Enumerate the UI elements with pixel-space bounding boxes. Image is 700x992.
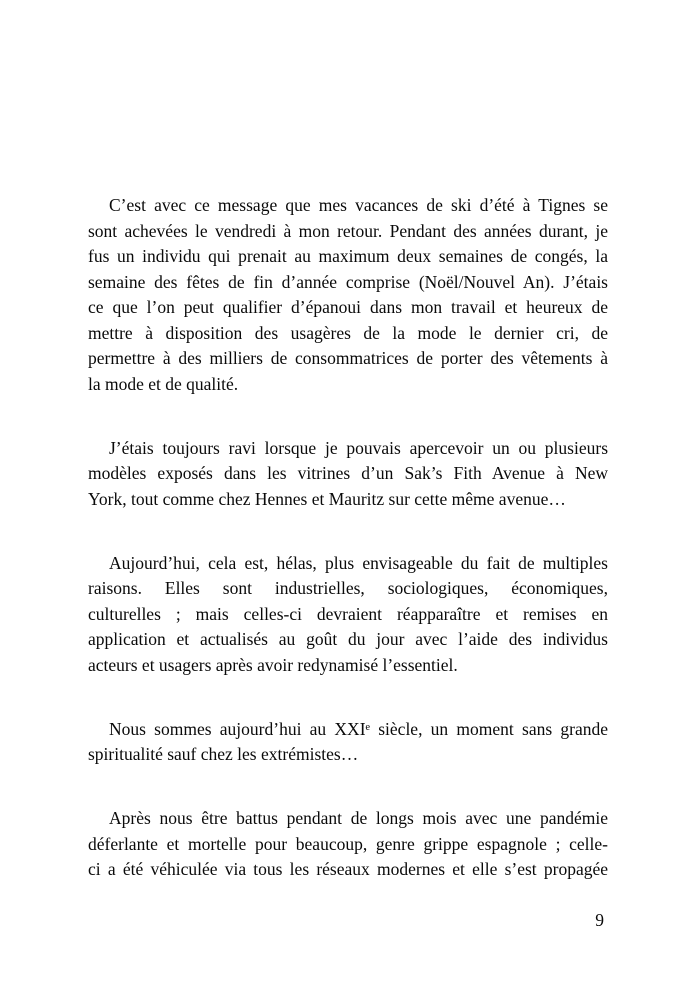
text-line: semaine des fêtes de fin d’année comprise (Noël/Nouvel An). J’étais bbox=[88, 271, 608, 292]
text-line: mettre à disposition des usagères de la mode le dernier cri, de bbox=[88, 322, 608, 343]
text-line: York, tout comme chez Hennes et Mauritz sur cette même avenue… bbox=[88, 488, 566, 509]
text-line: spiritualité sauf chez les extrémistes… bbox=[88, 744, 359, 764]
text-line: Après nous être battus pendant de longs mois avec une pandémie bbox=[109, 808, 608, 828]
text-line: J’étais toujours ravi lorsque je pouvais apercevoir un ou plusieurs bbox=[109, 437, 608, 458]
text-line: déferlante et mortelle pour beaucoup, genre grippe espagnole ; celle- bbox=[88, 833, 608, 854]
text-line: culturelles ; mais celles-ci devraient réapparaître et remises en bbox=[88, 603, 608, 624]
paragraph-5 bbox=[88, 806, 608, 883]
text-line: C’est avec ce message que mes vacances de ski d’été à Tignes se bbox=[109, 195, 608, 215]
page-number-value: 9 bbox=[595, 910, 604, 930]
page-number bbox=[88, 908, 604, 934]
text-line: Aujourd’hui, cela est, hélas, plus envisageable du fait de multiples bbox=[109, 552, 608, 573]
text-line: fus un individu qui prenait au maximum deux semaines de congés, la bbox=[88, 246, 608, 266]
text-line: Nous sommes aujourd’hui au XXIᵉ siècle, un moment sans grande bbox=[109, 718, 608, 739]
paragraph-2 bbox=[88, 436, 608, 513]
text-line: sont achevées le vendredi à mon retour. Pendant des années durant, je bbox=[88, 220, 608, 241]
text-line: application et actualisés au goût du jour avec l’aide des individus bbox=[88, 629, 608, 649]
text-line: ci a été véhiculée via tous les réseaux modernes et elle s’est propagée bbox=[88, 859, 608, 879]
paragraph-3 bbox=[88, 551, 608, 679]
text-line: ce que l’on peut qualifier d’épanoui dans mon travail et heureux de bbox=[88, 297, 608, 317]
text-line: acteurs et usagers après avoir redynamisé l’essentiel. bbox=[88, 654, 458, 675]
text-line: permettre à des milliers de consommatrices de porter des vêtements à bbox=[88, 348, 608, 368]
paragraph-1 bbox=[88, 193, 608, 397]
text-line: raisons. Elles sont industrielles, sociologiques, économiques, bbox=[88, 578, 608, 598]
text-block bbox=[88, 193, 608, 921]
text-line: la mode et de qualité. bbox=[88, 373, 239, 394]
paragraph-4 bbox=[88, 717, 608, 768]
text-line: modèles exposés dans les vitrines d’un Sak’s Fith Avenue à New bbox=[88, 463, 608, 483]
